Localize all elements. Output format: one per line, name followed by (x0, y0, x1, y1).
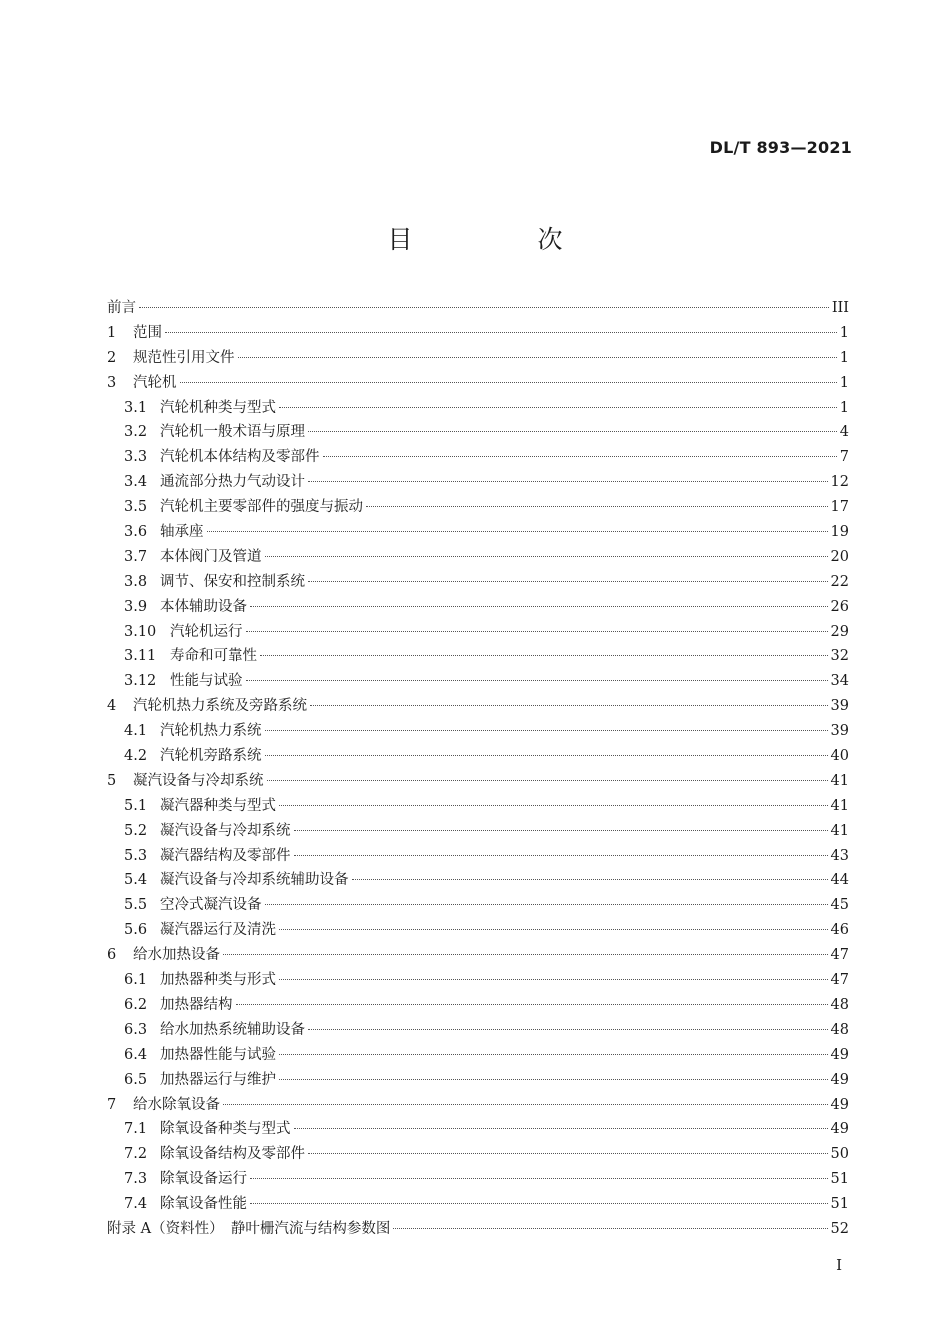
page-number: I (836, 1256, 842, 1274)
toc-entry-number: 4.2 (124, 748, 148, 765)
toc-entry[interactable] (107, 1093, 849, 1118)
toc-entry[interactable] (107, 470, 849, 495)
toc-entry-page: 1 (839, 374, 849, 391)
toc-entry-title: 凝汽设备与冷却系统辅助设备 (160, 872, 349, 889)
table-of-contents (107, 296, 849, 1242)
toc-entry-page: 49 (830, 1096, 849, 1113)
toc-entry-number: 5.3 (124, 847, 148, 864)
toc-entry[interactable] (107, 396, 849, 421)
toc-dot-leader (294, 855, 828, 856)
toc-dot-leader (308, 1029, 828, 1030)
toc-entry-number: 5.5 (124, 897, 148, 914)
toc-dot-leader (294, 830, 828, 831)
toc-entry[interactable] (107, 868, 849, 893)
toc-entry-title: 调节、保安和控制系统 (160, 573, 305, 590)
toc-entry-page: 49 (830, 1046, 849, 1063)
toc-entry-page: 1 (839, 399, 849, 416)
toc-entry-title: 前言 (107, 300, 136, 316)
toc-entry-title: 汽轮机种类与型式 (160, 399, 276, 416)
toc-entry-number: 3.3 (124, 449, 148, 466)
toc-entry-page: 34 (830, 673, 849, 690)
toc-entry-title: 汽轮机主要零部件的强度与振动 (160, 499, 363, 516)
toc-entry[interactable] (107, 1117, 849, 1142)
toc-entry[interactable] (107, 296, 849, 321)
toc-dot-leader (279, 407, 837, 408)
toc-entry[interactable] (107, 918, 849, 943)
toc-dot-leader (310, 705, 828, 706)
toc-entry-title: 给水除氧设备 (133, 1096, 220, 1113)
toc-entry[interactable] (107, 993, 849, 1018)
toc-entry-page: 44 (830, 872, 849, 889)
toc-entry-title: 除氧设备种类与型式 (160, 1121, 291, 1138)
toc-entry-number: 7.1 (124, 1121, 148, 1138)
toc-dot-leader (267, 780, 828, 781)
toc-dot-leader (223, 954, 828, 955)
toc-entry-number: 5.6 (124, 922, 148, 939)
toc-dot-leader (279, 805, 828, 806)
toc-entry-number: 3.6 (124, 524, 148, 541)
toc-entry-page: 26 (830, 598, 849, 615)
toc-entry-number: 3 (107, 374, 117, 391)
toc-entry-page: 50 (830, 1146, 849, 1163)
toc-entry-number: 3.7 (124, 548, 148, 565)
toc-entry-number: 3.12 (124, 673, 157, 690)
toc-entry-number: 6.3 (124, 1021, 148, 1038)
toc-entry-number: 3.11 (124, 648, 157, 665)
toc-entry-title: 除氧设备结构及零部件 (160, 1146, 305, 1163)
toc-dot-leader (265, 730, 828, 731)
toc-entry-title: 凝汽设备与冷却系统 (160, 822, 291, 839)
toc-entry-page: 22 (830, 573, 849, 590)
toc-entry-title: 凝汽器运行及清洗 (160, 922, 276, 939)
toc-entry-title: 加热器种类与形式 (160, 972, 276, 989)
toc-entry[interactable] (107, 844, 849, 869)
toc-entry-page: 1 (839, 349, 849, 366)
toc-entry-number: 2 (107, 349, 117, 366)
toc-entry-number: 7.3 (124, 1171, 148, 1188)
toc-entry-number: 3.8 (124, 573, 148, 590)
toc-entry-title: 除氧设备运行 (160, 1171, 247, 1188)
toc-entry-number: 3.9 (124, 598, 148, 615)
toc-entry-title: 规范性引用文件 (133, 349, 235, 366)
toc-dot-leader (260, 655, 828, 656)
toc-dot-leader (308, 1153, 828, 1154)
toc-dot-leader (223, 1104, 828, 1105)
toc-entry[interactable] (107, 893, 849, 918)
toc-entry[interactable] (107, 495, 849, 520)
toc-entry[interactable] (107, 445, 849, 470)
toc-dot-leader (393, 1228, 827, 1229)
toc-entry-title: 汽轮机运行 (170, 623, 243, 640)
toc-entry-page: 29 (830, 623, 849, 640)
toc-entry-page: 41 (830, 822, 849, 839)
toc-entry[interactable] (107, 545, 849, 570)
toc-entry[interactable] (107, 595, 849, 620)
toc-entry-number: 6 (107, 947, 117, 964)
toc-entry-title: 本体辅助设备 (160, 598, 247, 615)
toc-entry-title: 汽轮机一般术语与原理 (160, 424, 305, 441)
toc-entry-page: 47 (830, 947, 849, 964)
toc-dot-leader (238, 357, 837, 358)
toc-dot-leader (165, 332, 837, 333)
toc-entry[interactable] (107, 644, 849, 669)
toc-entry[interactable] (107, 1217, 849, 1242)
toc-entry-page: 51 (830, 1171, 849, 1188)
toc-entry-title: 寿命和可靠性 (170, 648, 257, 665)
toc-entry-title: 轴承座 (160, 524, 204, 541)
toc-entry-number: 5.1 (124, 797, 148, 814)
toc-entry-page: 19 (830, 524, 849, 541)
toc-entry-page: 39 (830, 723, 849, 740)
toc-entry-title: 汽轮机热力系统 (160, 723, 262, 740)
toc-entry-title: 性能与试验 (170, 673, 243, 690)
toc-dot-leader (250, 606, 828, 607)
toc-entry-number: 3.10 (124, 623, 157, 640)
toc-dot-leader (366, 506, 828, 507)
toc-entry[interactable] (107, 520, 849, 545)
toc-entry-title: 范围 (133, 324, 162, 341)
toc-entry[interactable] (107, 620, 849, 645)
toc-dot-leader (236, 1004, 828, 1005)
toc-dot-leader (265, 904, 828, 905)
toc-entry-page: 49 (830, 1121, 849, 1138)
toc-entry[interactable] (107, 321, 849, 346)
toc-entry-title: 通流部分热力气动设计 (160, 474, 305, 491)
toc-entry-title: 汽轮机热力系统及旁路系统 (133, 698, 307, 715)
toc-entry-page: 52 (830, 1220, 849, 1237)
toc-entry-title: 本体阀门及管道 (160, 548, 262, 565)
toc-dot-leader (246, 631, 828, 632)
toc-entry[interactable] (107, 719, 849, 744)
toc-entry-page: 40 (830, 748, 849, 765)
toc-entry-number: 3.2 (124, 424, 148, 441)
toc-dot-leader (294, 1128, 828, 1129)
toc-dot-leader (279, 979, 828, 980)
toc-entry-number: 6.4 (124, 1046, 148, 1063)
toc-dot-leader (246, 680, 828, 681)
toc-entry-page: 43 (830, 847, 849, 864)
toc-entry-title: 汽轮机本体结构及零部件 (160, 449, 320, 466)
toc-dot-leader (308, 581, 828, 582)
toc-dot-leader (250, 1178, 828, 1179)
toc-entry-number: 3.5 (124, 499, 148, 516)
toc-entry-number: 5.2 (124, 822, 148, 839)
toc-entry[interactable] (107, 1018, 849, 1043)
toc-entry[interactable] (107, 420, 849, 445)
toc-entry-number: 5.4 (124, 872, 148, 889)
toc-entry-number: 4 (107, 698, 117, 715)
toc-entry[interactable] (107, 943, 849, 968)
toc-entry-title: 凝汽器种类与型式 (160, 797, 276, 814)
toc-dot-leader (352, 879, 828, 880)
toc-entry-page: 4 (839, 424, 849, 441)
toc-entry-number: 4.1 (124, 723, 148, 740)
toc-entry-page: 41 (830, 797, 849, 814)
toc-entry-title: 给水加热系统辅助设备 (160, 1021, 305, 1038)
toc-entry[interactable] (107, 819, 849, 844)
toc-entry-number: 6.1 (124, 972, 148, 989)
toc-dot-leader (279, 1079, 828, 1080)
toc-dot-leader (279, 929, 828, 930)
toc-entry[interactable] (107, 1043, 849, 1068)
toc-dot-leader (265, 556, 828, 557)
toc-entry-title: 汽轮机旁路系统 (160, 748, 262, 765)
toc-entry[interactable] (107, 371, 849, 396)
toc-entry[interactable] (107, 694, 849, 719)
toc-entry-number: 6.2 (124, 996, 148, 1013)
toc-entry[interactable] (107, 744, 849, 769)
toc-entry[interactable] (107, 1142, 849, 1167)
toc-entry-page: 1 (839, 324, 849, 341)
toc-entry[interactable] (107, 794, 849, 819)
toc-dot-leader (308, 431, 837, 432)
toc-entry-page: 20 (830, 548, 849, 565)
toc-entry-title: 凝汽器结构及零部件 (160, 847, 291, 864)
page-title: 目 次 (387, 225, 613, 254)
toc-entry-title: 凝汽设备与冷却系统 (133, 772, 264, 789)
toc-entry-page: 47 (830, 972, 849, 989)
toc-entry-page: 49 (830, 1071, 849, 1088)
toc-entry[interactable] (107, 1192, 849, 1217)
toc-entry-number: 3.4 (124, 474, 148, 491)
toc-entry[interactable] (107, 346, 849, 371)
toc-entry-page: 46 (830, 922, 849, 939)
toc-entry-title: 空冷式凝汽设备 (160, 897, 262, 914)
toc-entry-page: 48 (830, 1021, 849, 1038)
toc-dot-leader (180, 382, 837, 383)
toc-entry-title: 汽轮机 (133, 374, 177, 391)
toc-entry-number: 1 (107, 324, 117, 341)
toc-entry[interactable] (107, 769, 849, 794)
toc-entry-page: 7 (839, 449, 849, 466)
toc-entry-number: 3.1 (124, 399, 148, 416)
toc-entry[interactable] (107, 669, 849, 694)
toc-entry-number: 7.4 (124, 1196, 148, 1213)
toc-dot-leader (139, 307, 829, 308)
toc-dot-leader (265, 755, 828, 756)
toc-entry-number: 5 (107, 772, 117, 789)
toc-entry[interactable] (107, 1068, 849, 1093)
toc-entry-page: 12 (830, 474, 849, 491)
toc-dot-leader (207, 531, 828, 532)
toc-entry-title: 加热器性能与试验 (160, 1046, 276, 1063)
toc-entry-page: 41 (830, 772, 849, 789)
toc-entry-title: 加热器运行与维护 (160, 1071, 276, 1088)
toc-dot-leader (250, 1203, 828, 1204)
toc-dot-leader (323, 456, 837, 457)
toc-entry[interactable] (107, 570, 849, 595)
toc-entry-page: 17 (830, 499, 849, 516)
standard-code: DL/T 893—2021 (709, 138, 852, 157)
toc-entry-title: 附录 A（资料性） 静叶栅汽流与结构参数图 (107, 1220, 391, 1237)
toc-dot-leader (279, 1054, 828, 1055)
toc-entry[interactable] (107, 1167, 849, 1192)
toc-entry-page: 51 (830, 1196, 849, 1213)
toc-entry-title: 加热器结构 (160, 996, 233, 1013)
toc-dot-leader (308, 481, 828, 482)
toc-entry-page: 32 (830, 648, 849, 665)
toc-entry[interactable] (107, 968, 849, 993)
toc-entry-title: 除氧设备性能 (160, 1196, 247, 1213)
toc-entry-page: 39 (830, 698, 849, 715)
toc-entry-page: III (831, 300, 849, 316)
toc-entry-page: 48 (830, 996, 849, 1013)
toc-entry-number: 6.5 (124, 1071, 148, 1088)
toc-entry-page: 45 (830, 897, 849, 914)
toc-entry-number: 7.2 (124, 1146, 148, 1163)
toc-entry-number: 7 (107, 1096, 117, 1113)
toc-entry-title: 给水加热设备 (133, 947, 220, 964)
